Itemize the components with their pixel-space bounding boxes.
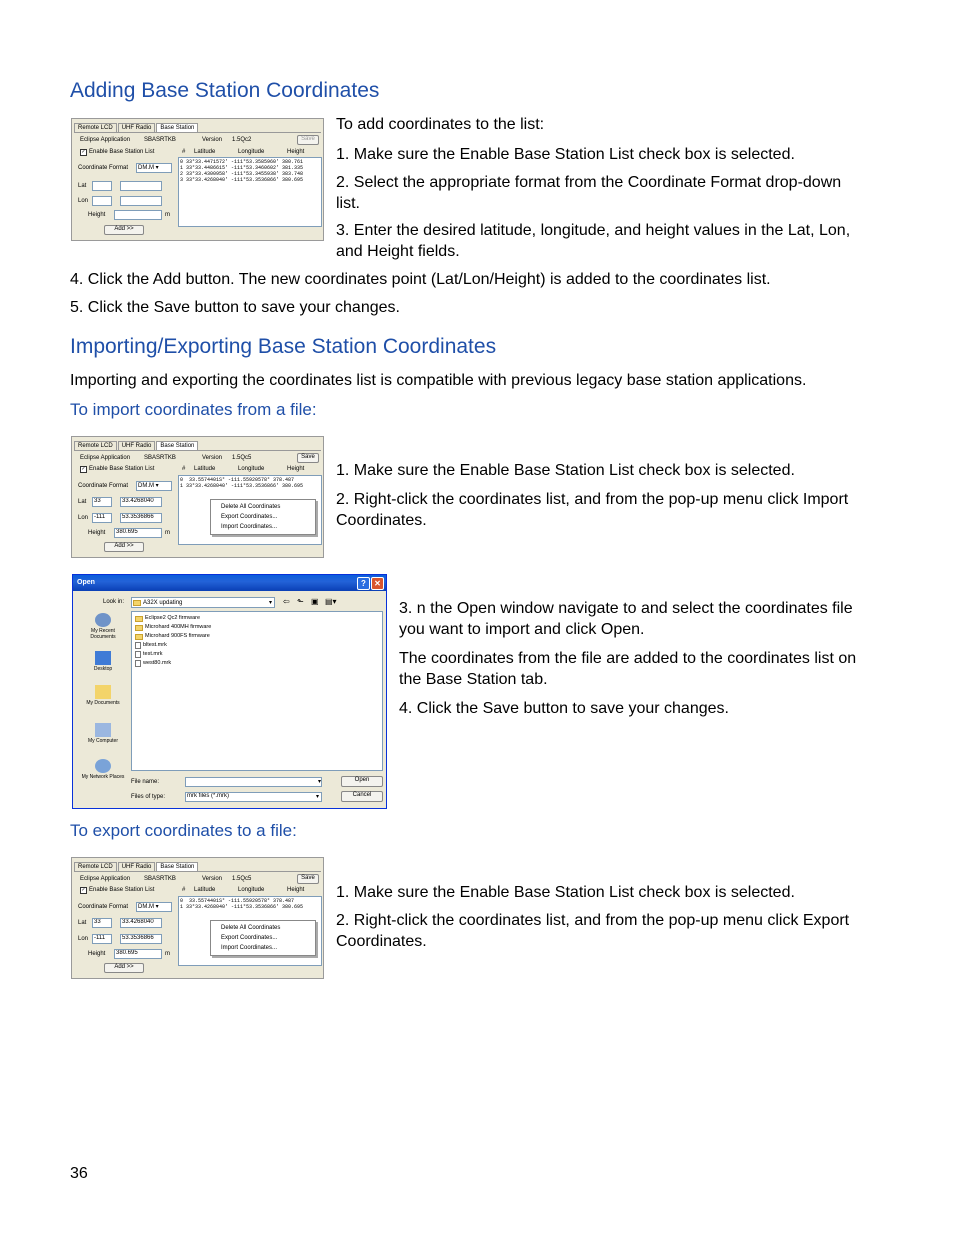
- page-number: 36: [70, 1165, 88, 1182]
- height-label: Height: [88, 212, 106, 218]
- back-icon[interactable]: ⇦: [283, 597, 290, 606]
- files-of-type-label: Files of type:: [131, 794, 166, 800]
- add-step-5: 5. Click the Save button to save your changes.: [70, 299, 400, 316]
- lat-deg-input[interactable]: [92, 181, 112, 191]
- col-lon: Longitude: [238, 149, 265, 155]
- list-item[interactable]: west80.mrk: [135, 659, 379, 668]
- enable-list-checkbox[interactable]: ✓: [81, 149, 86, 155]
- tab-base-station[interactable]: Base Station: [156, 123, 198, 132]
- add-button[interactable]: Add >>: [104, 542, 144, 552]
- look-in-select[interactable]: [131, 597, 275, 608]
- list-item[interactable]: test.mrk: [135, 650, 379, 659]
- lat-label: Lat: [78, 183, 87, 189]
- col-num: #: [182, 466, 186, 472]
- list-item[interactable]: bltest.mrk: [135, 641, 379, 650]
- tab-strip: [74, 862, 199, 871]
- add-step-2: 2. Select the appropriate format from the Coordinate Format drop-down list.: [336, 174, 842, 212]
- tab-uhf-radio[interactable]: UHF Radio: [118, 441, 156, 450]
- file-list[interactable]: [131, 611, 383, 771]
- place-network[interactable]: My Network Places: [78, 759, 128, 780]
- coordinates-list[interactable]: 0 33°33.4471572' -111°53.3585960' 380.761 1 33°33.4486615' -111°53.3460602' 381.335 2 33°33.4300958' -111°53.3455938' 383.748 3 33°33.4268040' -111°53.3536866' 380.695: [178, 157, 322, 227]
- height-input[interactable]: [114, 210, 162, 220]
- coord-format-select[interactable]: DM.M ▾: [136, 481, 172, 491]
- menu-delete-all[interactable]: Delete All Coordinates: [221, 504, 281, 510]
- enable-list-checkbox[interactable]: ✓: [81, 466, 86, 472]
- tab-remote-lcd[interactable]: Remote LCD: [74, 441, 117, 450]
- eclipse-label: Eclipse Application: [80, 876, 131, 882]
- file-icon: [135, 660, 141, 667]
- cancel-button[interactable]: Cancel: [341, 791, 383, 802]
- lat-min-input[interactable]: 33.4268040: [120, 497, 162, 507]
- height-unit: m: [165, 951, 170, 957]
- col-lat: Latitude: [194, 887, 216, 893]
- up-folder-icon[interactable]: ⬑: [297, 597, 304, 606]
- enable-list-checkbox[interactable]: ✓: [81, 887, 86, 893]
- open-button[interactable]: Open: [341, 776, 383, 787]
- lat-min-input[interactable]: [120, 181, 162, 191]
- col-lon: Longitude: [238, 466, 265, 472]
- heading-import-export: Importing/Exporting Base Station Coordinates: [70, 335, 497, 358]
- enable-list-label: Enable Base Station List: [89, 887, 155, 893]
- eclipse-label: Eclipse Application: [80, 137, 131, 143]
- lon-label: Lon: [78, 198, 89, 204]
- height-input[interactable]: 380.695: [114, 949, 162, 959]
- folder-icon: [135, 616, 143, 622]
- recent-documents-icon: [95, 613, 111, 627]
- version-label: Version: [202, 455, 223, 461]
- col-lon: Longitude: [238, 887, 265, 893]
- new-folder-icon[interactable]: ▣: [311, 597, 319, 606]
- tab-strip: [74, 441, 199, 450]
- coord-format-select[interactable]: DM.M ▾: [136, 902, 172, 912]
- coord-format-label: Coordinate Format: [78, 165, 129, 171]
- col-height: Height: [287, 887, 305, 893]
- lat-label: Lat: [78, 920, 87, 926]
- lon-deg-input[interactable]: [92, 196, 112, 206]
- tab-uhf-radio[interactable]: UHF Radio: [118, 862, 156, 871]
- place-my-computer[interactable]: My Computer: [78, 723, 128, 744]
- open-dialog-screenshot: [72, 574, 387, 809]
- lat-label: Lat: [78, 499, 87, 505]
- tab-divider: [74, 132, 321, 133]
- coord-format-label: Coordinate Format: [78, 483, 129, 489]
- dialog-titlebar: [73, 575, 386, 591]
- context-menu: [210, 499, 316, 535]
- list-item[interactable]: Eclipse2 Qc2 firmware: [135, 614, 379, 623]
- desktop-icon: [95, 651, 111, 665]
- col-num: #: [182, 887, 186, 893]
- file-name-input[interactable]: ▾: [185, 777, 322, 787]
- tab-remote-lcd[interactable]: Remote LCD: [74, 123, 117, 132]
- eclipse-value: SBASRTKB: [144, 137, 176, 143]
- height-input[interactable]: 380.695: [114, 528, 162, 538]
- col-height: Height: [287, 149, 305, 155]
- enable-list-label: Enable Base Station List: [89, 149, 155, 155]
- look-in-value: A32X updating: [143, 599, 183, 606]
- save-button[interactable]: Save: [297, 874, 319, 884]
- height-label: Height: [88, 530, 106, 536]
- export-step-2: 2. Right-click the coordinates list, and from the pop-up menu click Export Coordinates.: [336, 912, 850, 950]
- lon-min-input[interactable]: [120, 196, 162, 206]
- lon-min-input[interactable]: 53.3536866: [120, 513, 162, 523]
- lon-label: Lon: [78, 936, 89, 942]
- enable-list-label: Enable Base Station List: [89, 466, 155, 472]
- tab-strip: [74, 123, 199, 132]
- my-computer-icon: [95, 723, 111, 737]
- add-step-4: 4. Click the Add button. The new coordinates point (Lat/Lon/Height) is added to the coordinates list.: [70, 271, 771, 288]
- lat-deg-input[interactable]: 33: [92, 918, 112, 928]
- coordinates-list[interactable]: 0 33.5574401S° -111.55920578° 378.487 1 33°33.4268040' -111°53.3536866' 380.695: [178, 475, 322, 545]
- close-button[interactable]: ✕: [371, 577, 384, 590]
- eclipse-value: SBASRTKB: [144, 455, 176, 461]
- app-screenshot-add: [71, 118, 324, 241]
- lat-min-input[interactable]: 33.4268040: [120, 918, 162, 928]
- network-places-icon: [95, 759, 111, 773]
- version-value: 1.5Qc2: [232, 137, 252, 143]
- add-button[interactable]: Add >>: [104, 225, 144, 235]
- heading-import: To import coordinates from a file:: [70, 400, 317, 419]
- eclipse-label: Eclipse Application: [80, 455, 131, 461]
- col-lat: Latitude: [194, 466, 216, 472]
- import-step-2: 2. Right-click the coordinates list, and from the pop-up menu click Import Coordinates.: [336, 491, 849, 529]
- version-label: Version: [202, 137, 223, 143]
- height-unit: m: [165, 530, 170, 536]
- lon-label: Lon: [78, 515, 89, 521]
- list-item[interactable]: Microhard 900FS firmware: [135, 632, 379, 641]
- import-export-intro: Importing and exporting the coordinates list is compatible with previous legacy base station applications.: [70, 372, 807, 389]
- lon-deg-input[interactable]: -111: [92, 513, 112, 523]
- context-menu: [210, 920, 316, 956]
- version-value: 1.5Qc5: [232, 455, 252, 461]
- help-button[interactable]: ?: [357, 577, 370, 590]
- chevron-down-icon: ▾: [268, 600, 272, 606]
- folder-icon: [135, 625, 143, 631]
- tab-base-station[interactable]: Base Station: [156, 441, 198, 450]
- tab-remote-lcd[interactable]: Remote LCD: [74, 862, 117, 871]
- tab-uhf-radio[interactable]: UHF Radio: [118, 123, 156, 132]
- file-name-label: File name:: [131, 779, 160, 785]
- add-step-3: 3. Enter the desired latitude, longitude, and height values in the Lat, Lon, and Height fields.: [336, 222, 851, 260]
- tab-divider: [74, 450, 321, 451]
- app-screenshot-export: [71, 857, 324, 979]
- col-lat: Latitude: [194, 149, 216, 155]
- tab-base-station[interactable]: Base Station: [156, 862, 198, 871]
- lon-min-input[interactable]: 53.3536866: [120, 934, 162, 944]
- coord-format-select[interactable]: DM.M ▾: [136, 163, 172, 173]
- dialog-title: Open: [77, 579, 95, 586]
- menu-delete-all[interactable]: Delete All Coordinates: [221, 925, 281, 931]
- place-recent[interactable]: My Recent Documents: [78, 613, 128, 640]
- import-result: The coordinates from the file are added to the coordinates list on the Base Station tab.: [399, 650, 857, 688]
- add-intro: To add coordinates to the list:: [336, 116, 545, 133]
- menu-export[interactable]: Export Coordinates...: [221, 935, 278, 941]
- import-step-3: 3. n the Open window navigate to and select the coordinates file you want to import and click Open.: [399, 600, 853, 638]
- version-value: 1.5Qc5: [232, 876, 252, 882]
- place-desktop[interactable]: Desktop: [78, 651, 128, 672]
- look-in-label: Look in:: [103, 599, 125, 605]
- folder-icon: [133, 600, 141, 606]
- lon-deg-input[interactable]: -111: [92, 934, 112, 944]
- lat-deg-input[interactable]: 33: [92, 497, 112, 507]
- add-step-1: 1. Make sure the Enable Base Station List check box is selected.: [336, 146, 795, 163]
- file-icon: [135, 651, 141, 658]
- file-icon: [135, 642, 141, 649]
- col-num: #: [182, 149, 186, 155]
- save-button[interactable]: Save: [297, 453, 319, 463]
- coordinates-list[interactable]: 0 33.5574401S° -111.55920578° 378.487 1 33°33.4268040' -111°53.3536866' 380.695: [178, 896, 322, 966]
- version-label: Version: [202, 876, 223, 882]
- height-label: Height: [88, 951, 106, 957]
- folder-icon: [135, 634, 143, 640]
- height-unit: m: [165, 212, 170, 218]
- menu-export[interactable]: Export Coordinates...: [221, 514, 278, 520]
- my-documents-icon: [95, 685, 111, 699]
- import-step-4: 4. Click the Save button to save your changes.: [399, 700, 729, 717]
- place-my-documents[interactable]: My Documents: [78, 685, 128, 706]
- heading-export: To export coordinates to a file:: [70, 821, 297, 840]
- col-height: Height: [287, 466, 305, 472]
- list-item[interactable]: Microhard 400MH firmware: [135, 623, 379, 632]
- app-screenshot-import: [71, 436, 324, 558]
- add-button[interactable]: Add >>: [104, 963, 144, 973]
- import-step-1: 1. Make sure the Enable Base Station List check box is selected.: [336, 462, 795, 479]
- tab-divider: [74, 871, 321, 872]
- menu-import[interactable]: Import Coordinates...: [221, 945, 278, 951]
- view-menu-icon[interactable]: ▤▾: [325, 597, 337, 606]
- files-of-type-select[interactable]: mrk files (*.mrk) ▾: [185, 792, 322, 802]
- heading-adding: Adding Base Station Coordinates: [70, 79, 380, 102]
- menu-import[interactable]: Import Coordinates...: [221, 524, 278, 530]
- save-button[interactable]: Save: [297, 135, 319, 145]
- eclipse-value: SBASRTKB: [144, 876, 176, 882]
- export-step-1: 1. Make sure the Enable Base Station List check box is selected.: [336, 884, 795, 901]
- coord-format-label: Coordinate Format: [78, 904, 129, 910]
